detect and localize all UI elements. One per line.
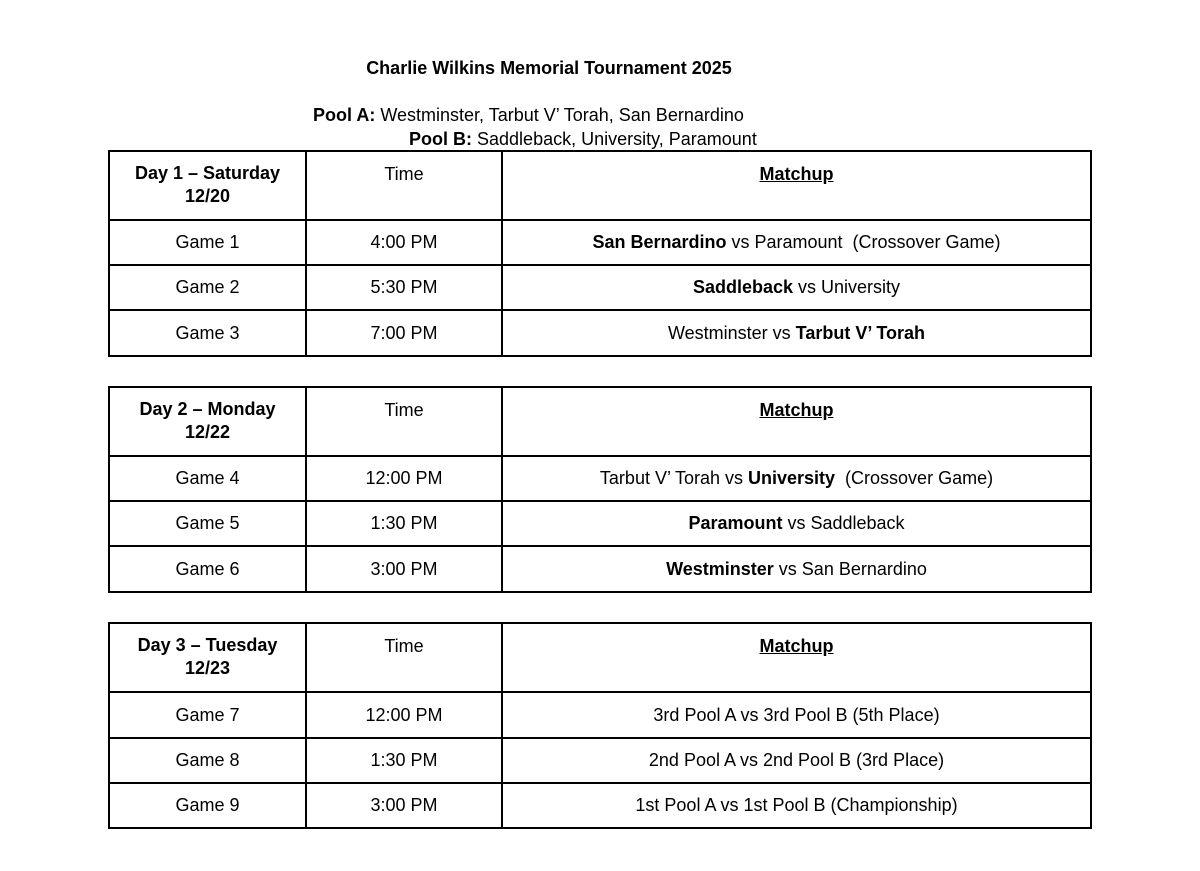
game-time: 1:30 PM [306, 501, 502, 546]
game-matchup [502, 501, 1091, 546]
matchup-bold-team: Tarbut V’ Torah [795, 322, 926, 343]
matchup-bold-team: Westminster [666, 558, 774, 579]
time-header: Time [306, 387, 502, 456]
matchup-text: (Crossover Game) [835, 468, 994, 488]
table-row [109, 783, 1091, 828]
matchup-text: vs Saddleback [782, 513, 905, 533]
pool-b-teams: Saddleback, University, Paramount [477, 129, 757, 149]
pool-a-teams: Westminster, Tarbut V’ Torah, San Bernardino [380, 105, 744, 125]
matchup-bold-team: Saddleback [692, 277, 794, 297]
game-label: Game 1 [109, 220, 306, 265]
table-row [109, 220, 1091, 265]
table-row [109, 501, 1091, 546]
pool-a-line [313, 105, 744, 126]
table-header-row [109, 623, 1091, 692]
matchup-bold-team: San Bernardino [592, 232, 727, 252]
game-time: 1:30 PM [306, 738, 502, 783]
matchup-header: Matchup [502, 623, 1091, 692]
game-matchup [502, 456, 1091, 501]
game-matchup: 2nd Pool A vs 2nd Pool B (3rd Place) [502, 738, 1091, 783]
matchup-header: Matchup [502, 151, 1091, 220]
day-date: 12/22 [184, 422, 231, 442]
pool-b-label: Pool B: [409, 129, 472, 149]
game-time: 12:00 PM [306, 456, 502, 501]
day-label: Day 1 – Saturday [134, 163, 281, 183]
game-matchup [502, 220, 1091, 265]
game-matchup [502, 265, 1091, 310]
game-time: 4:00 PM [306, 220, 502, 265]
time-header: Time [306, 151, 502, 220]
game-label: Game 6 [109, 546, 306, 592]
game-label: Game 2 [109, 265, 306, 310]
game-label: Game 4 [109, 456, 306, 501]
game-time: 7:00 PM [306, 310, 502, 356]
game-time: 12:00 PM [306, 692, 502, 738]
day-date: 12/20 [184, 186, 231, 206]
day-2-schedule-table [108, 386, 1092, 593]
day-1-schedule-table [108, 150, 1092, 357]
game-matchup [502, 310, 1091, 356]
game-label: Game 8 [109, 738, 306, 783]
day-label: Day 2 – Monday [139, 399, 276, 419]
pool-b-line [409, 129, 757, 150]
day-label: Day 3 – Tuesday [137, 635, 278, 655]
table-header-row [109, 387, 1091, 456]
matchup-text: vs University [793, 277, 901, 297]
document-title: Charlie Wilkins Memorial Tournament 2025 [366, 58, 732, 78]
matchup-text: Westminster vs [667, 322, 796, 343]
matchup-header: Matchup [502, 387, 1091, 456]
day-header-cell [109, 623, 306, 692]
game-time: 5:30 PM [306, 265, 502, 310]
game-time: 3:00 PM [306, 783, 502, 828]
day-3-schedule-table [108, 622, 1092, 829]
table-row [109, 692, 1091, 738]
game-label: Game 7 [109, 692, 306, 738]
time-header: Time [306, 623, 502, 692]
game-matchup: 3rd Pool A vs 3rd Pool B (5th Place) [502, 692, 1091, 738]
table-row [109, 265, 1091, 310]
matchup-text: Tarbut V’ Torah vs [599, 468, 748, 488]
pool-a-label: Pool A: [313, 105, 376, 125]
game-label: Game 9 [109, 783, 306, 828]
game-label: Game 3 [109, 310, 306, 356]
day-date: 12/23 [184, 658, 231, 678]
matchup-bold-team: Paramount [688, 513, 783, 533]
game-label: Game 5 [109, 501, 306, 546]
game-matchup: 1st Pool A vs 1st Pool B (Championship) [502, 783, 1091, 828]
table-row [109, 546, 1091, 592]
day-header-cell [109, 387, 306, 456]
game-matchup [502, 546, 1091, 592]
table-row [109, 456, 1091, 501]
day-header-cell [109, 151, 306, 220]
matchup-text: vs Paramount (Crossover Game) [726, 232, 1001, 252]
matchup-text: vs San Bernardino [773, 558, 927, 579]
matchup-bold-team: University [748, 468, 836, 488]
game-time: 3:00 PM [306, 546, 502, 592]
table-row [109, 310, 1091, 356]
table-header-row [109, 151, 1091, 220]
table-row [109, 738, 1091, 783]
